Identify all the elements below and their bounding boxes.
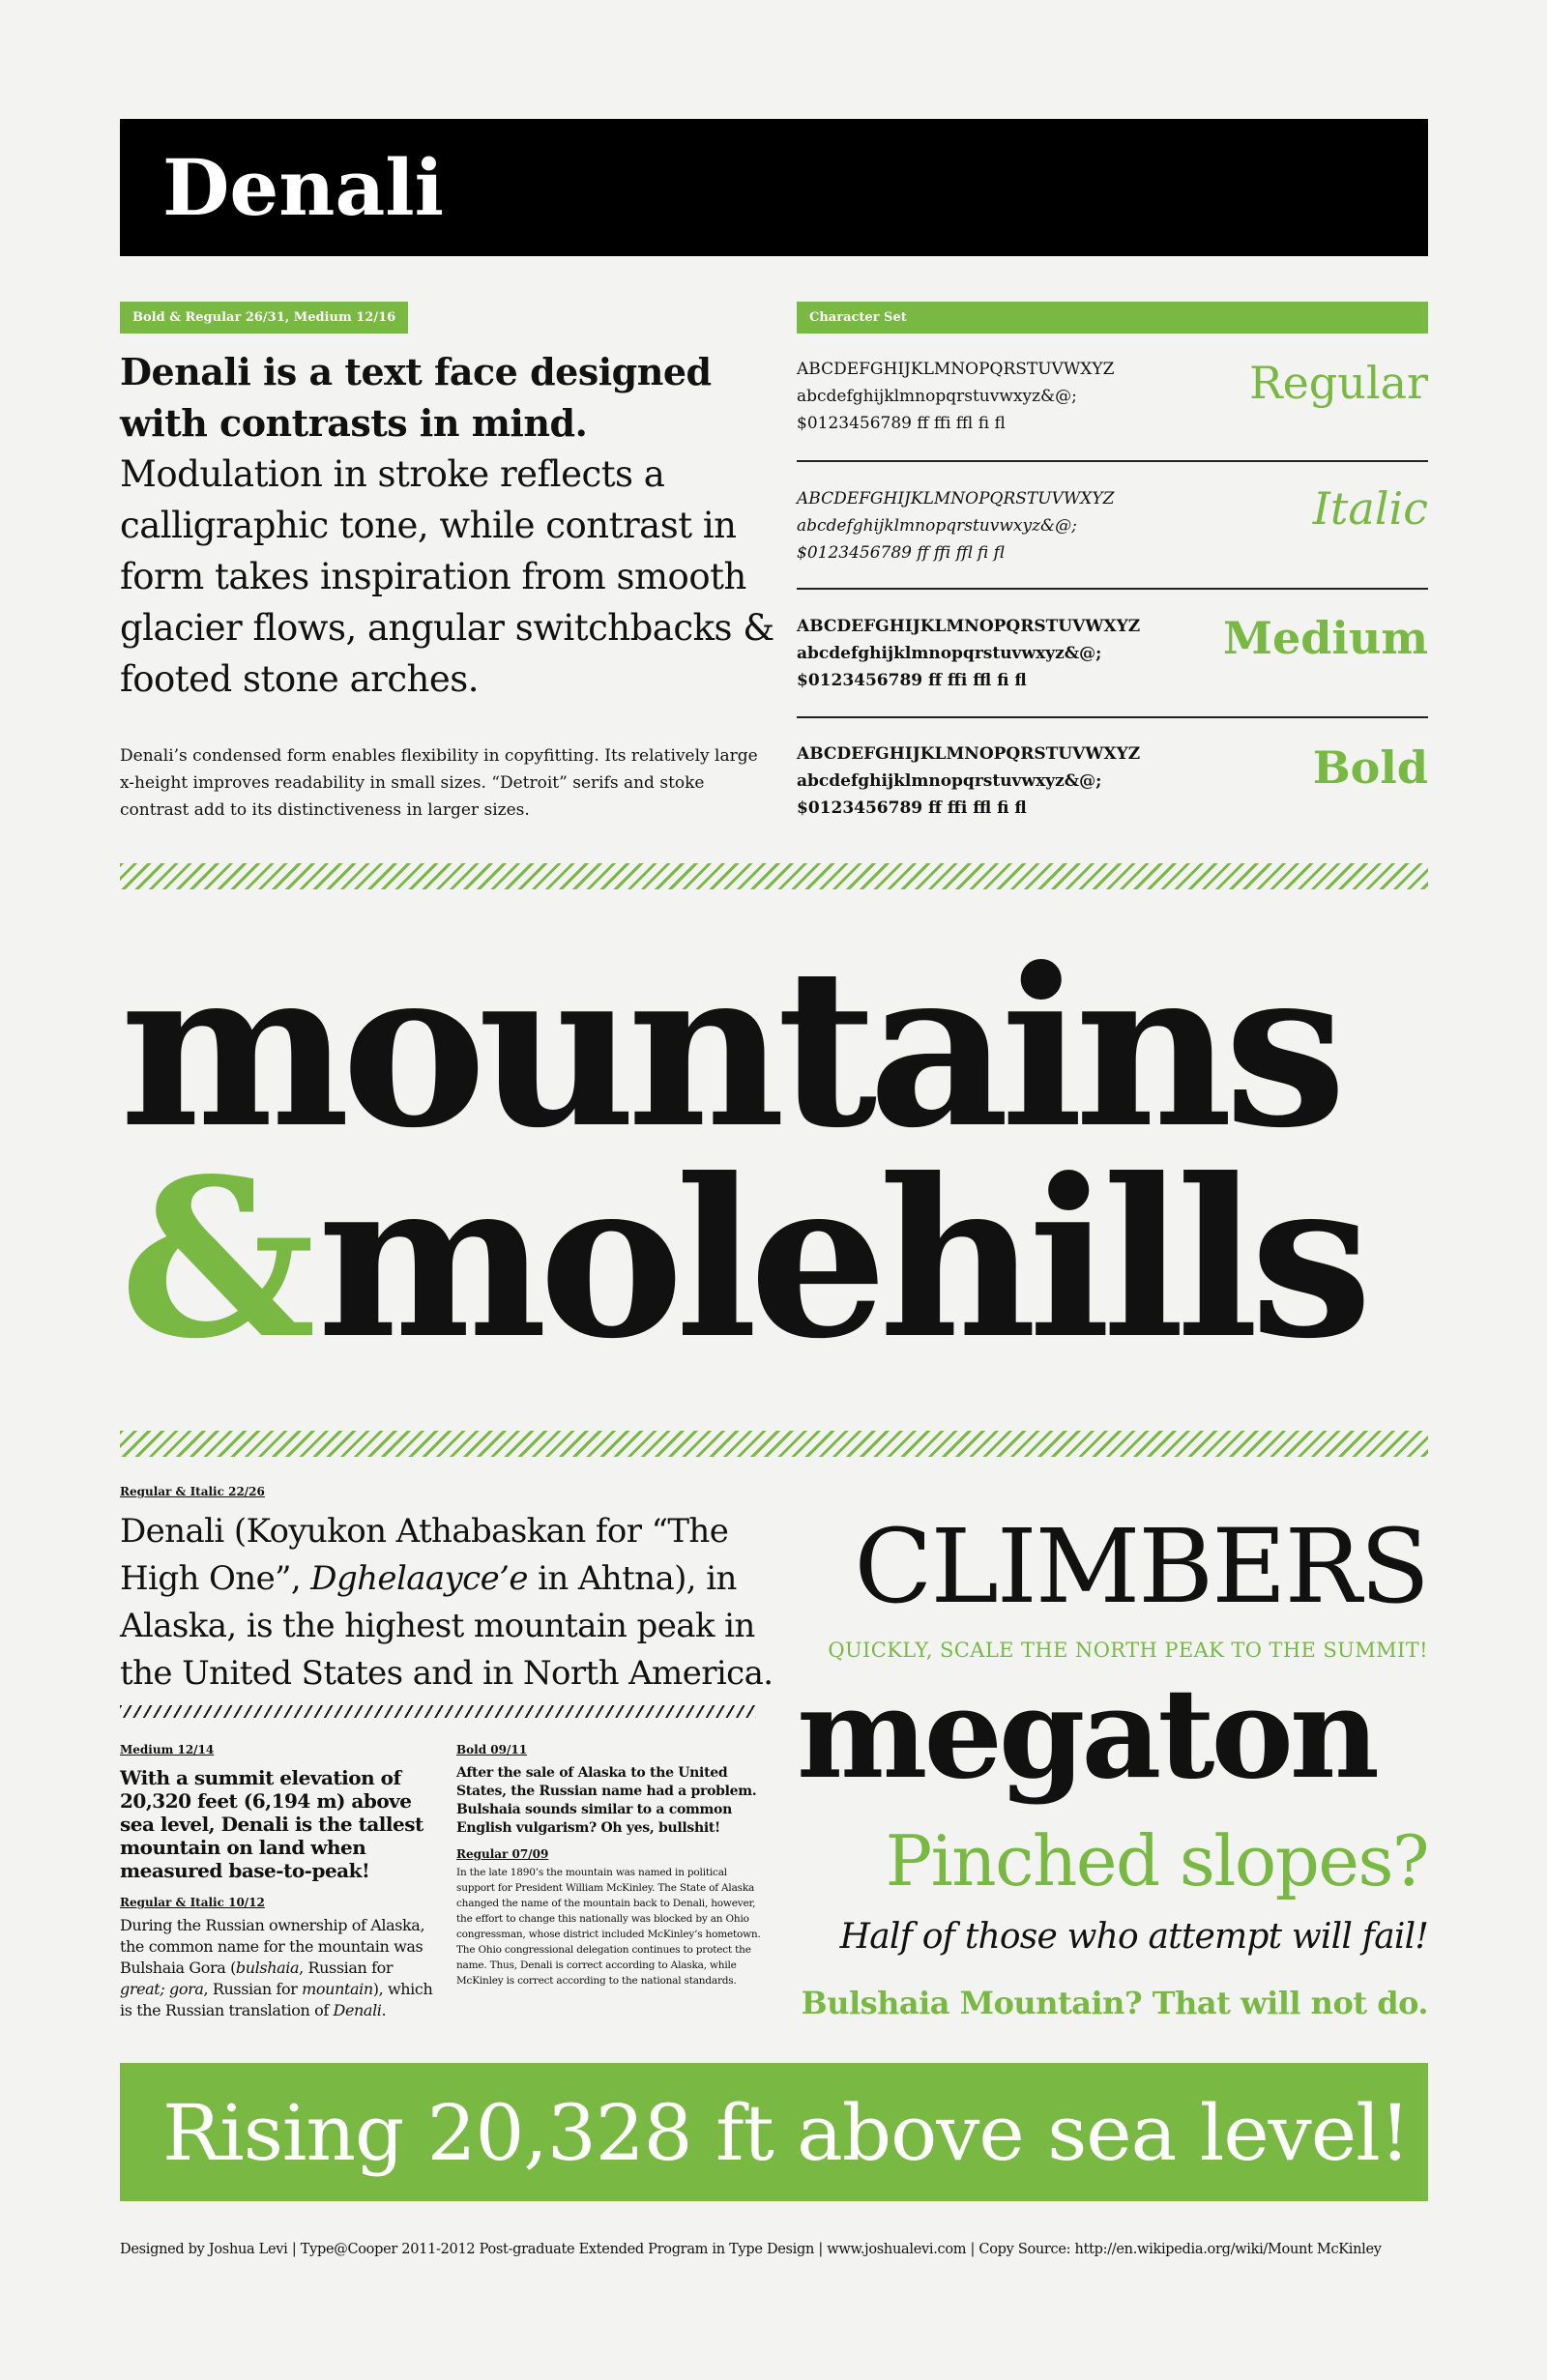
text-run: in Ahtna), in Alaska, is the highest mountain peak in the United States and in North America.: [120, 1559, 774, 1693]
charset-lower: abcdefghijklmnopqrstuvwxyz&@;: [797, 771, 1102, 791]
charset-chars: [797, 613, 1140, 694]
text-run-italic: great; gora: [120, 1980, 204, 1998]
charset-chars: [797, 356, 1114, 437]
charset-divider: [797, 588, 1428, 590]
hero-ampersand: &: [120, 1132, 308, 1387]
hatch-divider: [120, 863, 1428, 889]
footer-credits: Designed by Joshua Levi | Type@Cooper 2011-2012 Post-graduate Extended Program in Type Design | www.joshualevi.com | Copy Source: http://en.wikipedia.org/wiki/Mount McKinley: [120, 2242, 1382, 2257]
charset-upper: ABCDEFGHIJKLMNOPQRSTUVWXYZ: [797, 360, 1115, 379]
intro-paragraph: [120, 1508, 777, 1698]
medium-text: With a summit elevation of 20,320 feet (6,194 m) above sea level, Denali is the tallest mountain on land when measured base-to-peak!: [120, 1766, 423, 1882]
charset-nums: $0123456789 ff ffi ffl fi fl: [797, 543, 1005, 563]
title-bar: [120, 119, 1428, 256]
hero-molehills: molehills: [317, 1132, 1364, 1387]
intro-label: Bold & Regular 26/31, Medium 12/16: [120, 302, 408, 334]
charset-row-regular: [797, 356, 1428, 452]
intro-lead: Denali is a text face designed with contrasts in mind.: [120, 350, 712, 445]
charset-nums: $0123456789 ff ffi ffl fi fl: [797, 798, 1027, 818]
charset-name: Regular: [1248, 357, 1428, 409]
hatch-divider-dark: [120, 1705, 756, 1718]
text-run: , Russian for: [203, 1980, 303, 1998]
section-label: Regular 07/09: [456, 1847, 549, 1861]
text-run: ), which is the Russian translation of: [120, 1980, 433, 2019]
quickly-line: QUICKLY, SCALE THE NORTH PEAK TO THE SUMMIT!: [828, 1639, 1428, 1662]
text-run: Denali (Koyukon Athabaskan for “The High One”,: [120, 1512, 729, 1598]
regular-text: [120, 1915, 441, 2021]
charset-lower: abcdefghijklmnopqrstuvwxyz&@;: [797, 644, 1102, 663]
hero-mountains: mountains: [120, 921, 1338, 1176]
charset-upper: ABCDEFGHIJKLMNOPQRSTUVWXYZ: [797, 617, 1141, 636]
charset-row-medium: [797, 613, 1428, 710]
charset-chars: [797, 485, 1114, 566]
section-label: Regular & Italic 22/26: [120, 1485, 265, 1498]
bulshaia-line: Bulshaia Mountain? That will not do.: [801, 1985, 1428, 2021]
text-run: .: [381, 2001, 387, 2019]
intro-body: Modulation in stroke reflects a calligraphic tone, while contrast in form takes inspiration from smooth glacier flows, angular switchbacks & footed stone arches.: [120, 453, 774, 700]
text-run: , Russian for: [299, 1959, 394, 1977]
text-run-italic: bulshaia: [235, 1959, 300, 1977]
banner-text: Rising 20,328 ft above sea level!: [162, 2088, 1410, 2178]
column-left: [120, 1743, 441, 2021]
charset-nums: $0123456789 ff ffi ffl fi fl: [797, 671, 1027, 690]
section-label: Bold 09/11: [456, 1743, 528, 1756]
section-label: Regular & Italic 10/12: [120, 1896, 265, 1909]
charset-upper: ABCDEFGHIJKLMNOPQRSTUVWXYZ: [797, 489, 1115, 508]
text-run: During the Russian ownership of Alaska, the common name for the mountain was Bulshaia Gora (: [120, 1916, 425, 1977]
half-line: Half of those who attempt will fail!: [839, 1917, 1428, 1957]
text-run-italic: Denali: [333, 2001, 382, 2019]
column-right: [456, 1743, 764, 1988]
charset-name: Medium: [1223, 612, 1428, 664]
intro-block: [120, 346, 797, 705]
bold-text: After the sale of Alaska to the United States, the Russian name had a problem. Bulshaia sounds similar to a common English vulgarism? Oh yes, bullshit!: [456, 1765, 757, 1836]
charset-upper: ABCDEFGHIJKLMNOPQRSTUVWXYZ: [797, 744, 1141, 764]
banner: [120, 2063, 1428, 2201]
charset-name: Bold: [1312, 741, 1428, 794]
charset-divider: [797, 460, 1428, 462]
charset-row-bold: [797, 740, 1428, 837]
pinched-line: Pinched slopes?: [885, 1820, 1428, 1901]
intro-small: Denali’s condensed form enables flexibility in copyfitting. Its relatively large x-height improves readability in small sizes. “Detroit” serifs and stoke contrast add to its distinctiveness in larger sizes.: [120, 746, 758, 820]
charset-chars: [797, 740, 1140, 822]
charset-name: Italic: [1312, 482, 1428, 535]
hatch-divider: [120, 1431, 1428, 1457]
charset-divider: [797, 716, 1428, 718]
page-title: Denali: [162, 142, 445, 233]
charset-label: Character Set: [797, 302, 1428, 334]
small-text: In the late 1890’s the mountain was named in political support for President William McKinley. The State of Alaska changed the name of the mountain back to Denali, however, the effort to change this nationally was blocked by an Ohio congressman, whose district included McKinley’s hometown. The Ohio congressional delegation continues to protect the name. Thus, Denali is correct according to Alaska, while McKinley is correct according to the national standards.: [456, 1867, 761, 1987]
text-run-italic: mountain: [302, 1980, 373, 1998]
text-run-italic: Dghelaayce’e: [310, 1559, 528, 1598]
charset-row-italic: [797, 482, 1428, 582]
charset-lower: abcdefghijklmnopqrstuvwxyz&@;: [797, 516, 1077, 536]
climbers-heading: CLIMBERS: [854, 1507, 1428, 1626]
hero-molehills-line: [120, 1132, 1428, 1387]
charset-nums: $0123456789 ff ffi ffl fi fl: [797, 414, 1006, 433]
charset-lower: abcdefghijklmnopqrstuvwxyz&@;: [797, 387, 1077, 406]
megaton-word: megaton: [797, 1662, 1376, 1807]
section-label: Medium 12/14: [120, 1743, 215, 1756]
